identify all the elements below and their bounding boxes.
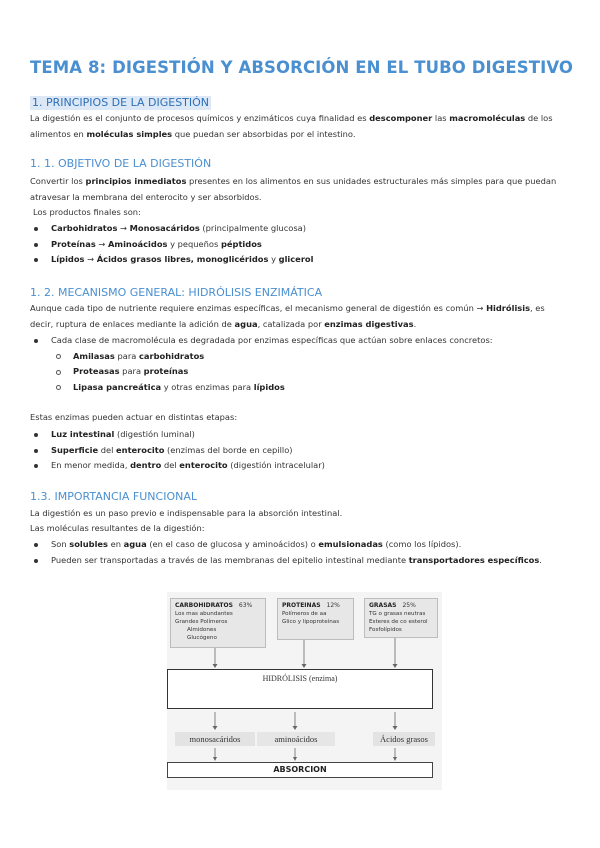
proteinas-box: PROTEINAS 12% Polímeros de aa Glico y lipoproteínas bbox=[277, 598, 354, 640]
list-item: Cada clase de macromolécula es degradada por enzimas específicas que actúan sobre enlaces concretos: bbox=[30, 333, 570, 349]
subsection-heading-objetivo: 1. 1. OBJETIVO DE LA DIGESTIÓN bbox=[30, 157, 212, 170]
paragraph-objetivo: Convertir los principios inmediatos presentes en los alimentos en sus unidades estructurales más simples para que puedan atravesar la membrana del enterocito y ser absorbidos. bbox=[30, 176, 557, 202]
products-intro: Los productos finales son: bbox=[33, 207, 141, 217]
stages-list bbox=[30, 427, 570, 474]
list-item: Superficie del enterocito (enzimas del borde en cepillo) bbox=[30, 443, 570, 459]
list-item: Son solubles en agua (en el caso de glucosa y aminoácidos) o emulsionadas (como los lípidos). bbox=[30, 537, 570, 553]
list-item: Proteínas → Aminoácidos y pequeños péptidos bbox=[30, 237, 570, 253]
carbohidratos-box: CARBOHIDRATOS 63% Los mas abundantes Grandes Polímeros Almidones Glucógeno bbox=[170, 598, 266, 648]
section-heading-principios: 1. PRINCIPIOS DE LA DIGESTIÓN bbox=[32, 96, 210, 109]
aminoacidos-label: aminoácidos bbox=[257, 732, 335, 746]
absorcion-box: ABSORCION bbox=[167, 762, 433, 778]
grasas-box: GRASAS 25% TG o grasas neutras Esteres de co esterol Fosfolípidos bbox=[364, 598, 438, 638]
products-list bbox=[30, 221, 570, 268]
list-item: Pueden ser transportadas a través de las membranas del epitelio intestinal mediante transportadores específicos. bbox=[30, 553, 570, 569]
acidos-grasos-label: Ácidos grasos bbox=[373, 732, 435, 746]
paragraph-definicion: La digestión es el conjunto de procesos químicos y enzimáticos cuya finalidad es descomponer las macromoléculas de los alimentos en moléculas simples que puedan ser absorbidas por el intestino. bbox=[30, 113, 553, 139]
paragraph-importancia-1: La digestión es un paso previo e indispensable para la absorción intestinal. bbox=[30, 508, 343, 518]
enzymes-list bbox=[30, 333, 570, 395]
page-title: TEMA 8: DIGESTIÓN Y ABSORCIÓN EN EL TUBO DIGESTIVO bbox=[30, 58, 574, 77]
subsection-heading-mecanismo: 1. 2. MECANISMO GENERAL: HIDRÓLISIS ENZIMÁTICA bbox=[30, 286, 323, 299]
subsection-heading-importancia: 1.3. IMPORTANCIA FUNCIONAL bbox=[30, 490, 197, 503]
stages-intro: Estas enzimas pueden actuar en distintas etapas: bbox=[30, 412, 238, 422]
monosacaridos-label: monosacáridos bbox=[175, 732, 255, 746]
list-item: Lípidos → Ácidos grasos libres, monoglicéridos y glicerol bbox=[30, 252, 570, 268]
hidrolisis-box: HIDRÓLISIS (enzima) bbox=[167, 669, 433, 709]
list-item: Amilasas para carbohidratos bbox=[30, 349, 570, 365]
list-item: Carbohidratos → Monosacáridos (principalmente glucosa) bbox=[30, 221, 570, 237]
importance-list bbox=[30, 537, 570, 568]
paragraph-mecanismo: Aunque cada tipo de nutriente requiere enzimas específicas, el mecanismo general de digestión es común → Hidrólisis, es decir, ruptura de enlaces mediante la adición de agua, catalizada por enzimas digestivas. bbox=[30, 303, 545, 329]
digestion-diagram bbox=[167, 592, 442, 790]
list-item: En menor medida, dentro del enterocito (digestión intracelular) bbox=[30, 458, 570, 474]
list-item: Luz intestinal (digestión luminal) bbox=[30, 427, 570, 443]
paragraph-importancia-2: Las moléculas resultantes de la digestión: bbox=[30, 523, 205, 533]
list-item: Proteasas para proteínas bbox=[30, 364, 570, 380]
list-item: Lipasa pancreática y otras enzimas para lípidos bbox=[30, 380, 570, 396]
